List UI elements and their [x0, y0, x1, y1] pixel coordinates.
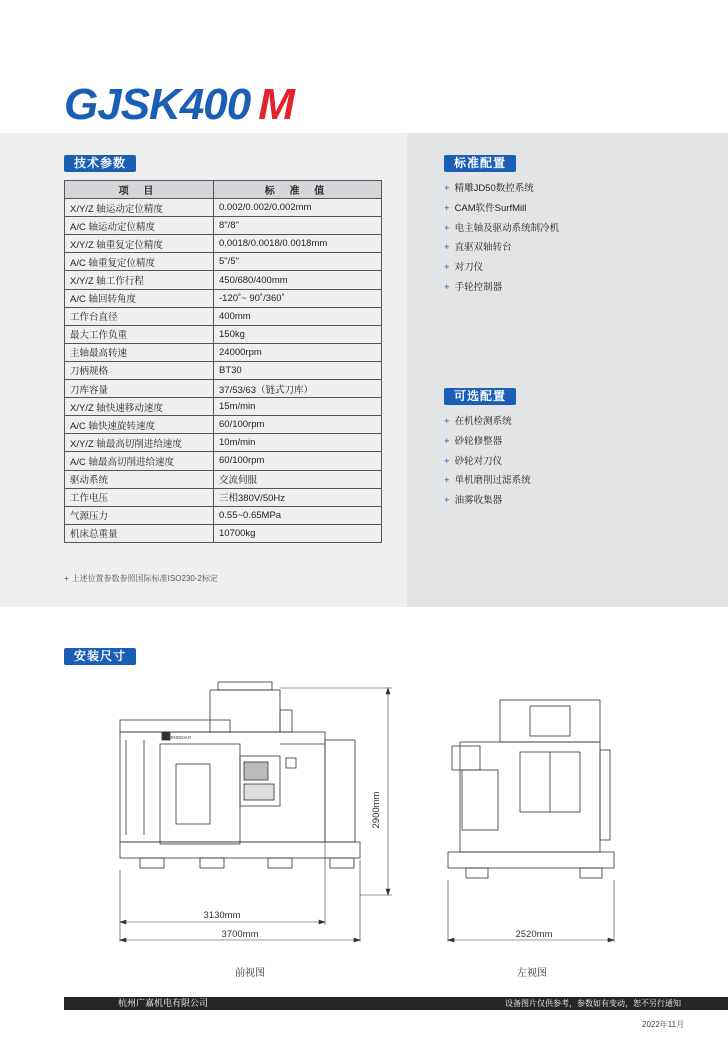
config-list-item — [444, 452, 531, 472]
install-tag: 安装尺寸 — [64, 648, 136, 665]
plus-icon: + — [444, 495, 450, 507]
spec-header-item: 项 目 — [65, 181, 214, 199]
spec-row — [65, 289, 382, 307]
spec-item-cell: A/C 轴重复定位精度 — [65, 253, 214, 271]
front-door-window — [176, 764, 210, 824]
spec-row — [65, 524, 382, 542]
front-body-outline — [120, 732, 325, 842]
spec-row — [65, 361, 382, 379]
spec-item-cell: 气源压力 — [65, 506, 214, 524]
product-suffix: M — [258, 80, 294, 129]
spec-value-cell: 三相380V/50Hz — [214, 488, 382, 506]
spec-row — [65, 398, 382, 416]
optional-config-list — [444, 412, 531, 511]
config-list-item — [444, 258, 559, 278]
spec-value-cell: 60/100rpm — [214, 416, 382, 434]
spec-value-cell: 37/53/63（链式刀库） — [214, 380, 382, 398]
spec-row — [65, 488, 382, 506]
spec-item-cell: A/C 轴回转角度 — [65, 289, 214, 307]
config-list-item — [444, 491, 531, 511]
spec-row — [65, 506, 382, 524]
config-item-text: 油雾收集器 — [454, 495, 503, 507]
plus-icon: + — [444, 202, 450, 214]
plus-icon: + — [64, 574, 69, 583]
config-list-item — [444, 471, 531, 491]
standard-config-tag: 标准配置 — [444, 155, 516, 172]
spec-item-cell: X/Y/Z 轴工作行程 — [65, 271, 214, 289]
spec-row — [65, 434, 382, 452]
dim-side-label: 2520mm — [515, 929, 553, 940]
side-view-caption: 左视图 — [517, 968, 547, 979]
installation-drawing — [100, 680, 620, 955]
spec-row — [65, 253, 382, 271]
front-logo-text: JINGDIAO — [170, 735, 192, 740]
product-title — [64, 80, 294, 130]
spec-item-cell: 刀柄规格 — [65, 361, 214, 379]
front-view-drawing — [120, 682, 360, 868]
plus-icon: + — [444, 475, 450, 487]
config-item-text: 砂轮修整器 — [454, 435, 503, 447]
spec-item-cell: X/Y/Z 轴重复定位精度 — [65, 235, 214, 253]
config-item-text: 砂轮对刀仪 — [454, 455, 503, 467]
spec-value-cell: 0.0018/0.0018/0.0018mm — [214, 235, 382, 253]
spec-table — [64, 180, 382, 543]
config-list-item — [444, 238, 559, 258]
spec-row — [65, 452, 382, 470]
spec-item-cell: X/Y/Z 轴快速移动速度 — [65, 398, 214, 416]
spec-row — [65, 307, 382, 325]
side-body-outline — [460, 742, 600, 852]
spec-item-cell: 机床总重量 — [65, 524, 214, 542]
spec-tag: 技术参数 — [64, 155, 136, 172]
config-item-text: 直驱双轴转台 — [454, 242, 512, 254]
spec-value-cell: 10m/min — [214, 434, 382, 452]
spec-row — [65, 325, 382, 343]
config-item-text: 单机磨削过滤系统 — [454, 475, 531, 487]
spec-item-cell: A/C 轴最高切削进给速度 — [65, 452, 214, 470]
dim-width-inner-label: 3130mm — [203, 910, 241, 921]
footer-date: 2022年11月 — [642, 1020, 685, 1029]
config-list-item — [444, 179, 559, 199]
spec-value-cell: 15m/min — [214, 398, 382, 416]
spec-value-cell: 交流伺服 — [214, 470, 382, 488]
config-item-text: 精雕JD50数控系统 — [454, 183, 534, 194]
config-item-text: 手轮控制器 — [454, 281, 503, 293]
front-view-caption: 前视图 — [235, 968, 265, 979]
dim-width-outer-label: 3700mm — [221, 929, 259, 940]
plus-icon: + — [444, 242, 450, 254]
spec-row — [65, 380, 382, 398]
spec-item-cell: 工作电压 — [65, 488, 214, 506]
spec-row — [65, 235, 382, 253]
spec-header-row — [65, 181, 382, 199]
optional-config-tag: 可选配置 — [444, 388, 516, 405]
dim-height-label: 2900mm — [371, 791, 382, 829]
plus-icon: + — [444, 455, 450, 467]
plus-icon: + — [444, 435, 450, 447]
spec-row — [65, 470, 382, 488]
spec-value-cell: 5"/5" — [214, 253, 382, 271]
footer-disclaimer: 设备图片仅供参考，参数如有变动，恕不另行通知 — [505, 999, 681, 1008]
spec-value-cell: -120˚~ 90˚/360˚ — [214, 289, 382, 307]
config-item-text: 电主轴及驱动系统制冷机 — [454, 222, 560, 234]
spec-value-cell: 150kg — [214, 325, 382, 343]
spec-item-cell: 主轴最高转速 — [65, 343, 214, 361]
spec-row — [65, 416, 382, 434]
spec-value-cell: 24000rpm — [214, 343, 382, 361]
plus-icon: + — [444, 262, 450, 274]
spec-item-cell: A/C 轴快速旋转速度 — [65, 416, 214, 434]
plus-icon: + — [444, 183, 450, 194]
height-dimension — [280, 688, 392, 895]
plus-icon: + — [444, 281, 450, 293]
spec-value-cell: 10700kg — [214, 524, 382, 542]
spec-row — [65, 271, 382, 289]
footer-bar — [64, 997, 728, 1010]
config-item-text: 对刀仪 — [454, 262, 484, 274]
config-list-item — [444, 412, 531, 432]
spec-item-cell: 驱动系统 — [65, 470, 214, 488]
spec-table-body — [65, 199, 382, 543]
spec-value-cell: BT30 — [214, 361, 382, 379]
plus-icon: + — [444, 222, 450, 234]
spec-item-cell: X/Y/Z 轴运动定位精度 — [65, 199, 214, 217]
spec-item-cell: X/Y/Z 轴最高切削进给速度 — [65, 434, 214, 452]
spec-item-cell: 刀库容量 — [65, 380, 214, 398]
config-list-item — [444, 432, 531, 452]
spec-value-cell: 8"/8" — [214, 217, 382, 235]
spec-header-value: 标 准 值 — [214, 181, 382, 199]
spec-item-cell: A/C 轴运动定位精度 — [65, 217, 214, 235]
config-list-item — [444, 199, 559, 219]
spec-value-cell: 0.002/0.002/0.002mm — [214, 199, 382, 217]
spec-item-cell: 工作台直径 — [65, 307, 214, 325]
spec-value-cell: 450/680/400mm — [214, 271, 382, 289]
spec-value-cell: 400mm — [214, 307, 382, 325]
spec-value-cell: 60/100rpm — [214, 452, 382, 470]
spec-row — [65, 199, 382, 217]
standard-config-list — [444, 179, 559, 298]
spec-row — [65, 343, 382, 361]
width-dimension — [120, 842, 360, 942]
spec-note-text: 上述位置参数参照国际标准ISO230-2标定 — [71, 574, 218, 583]
product-model: GJSK400 — [64, 80, 251, 129]
config-list-item — [444, 219, 559, 239]
plus-icon: + — [444, 416, 450, 427]
side-view-drawing — [448, 700, 614, 878]
spec-value-cell: 0.55~0.65MPa — [214, 506, 382, 524]
config-item-text: 在机检测系统 — [454, 416, 512, 427]
spec-item-cell: 最大工作负重 — [65, 325, 214, 343]
config-list-item — [444, 278, 559, 298]
spec-note — [64, 573, 218, 584]
footer-company: 杭州广嘉机电有限公司 — [118, 998, 209, 1008]
config-item-text: CAM软件SurfMill — [454, 202, 527, 214]
spec-row — [65, 217, 382, 235]
